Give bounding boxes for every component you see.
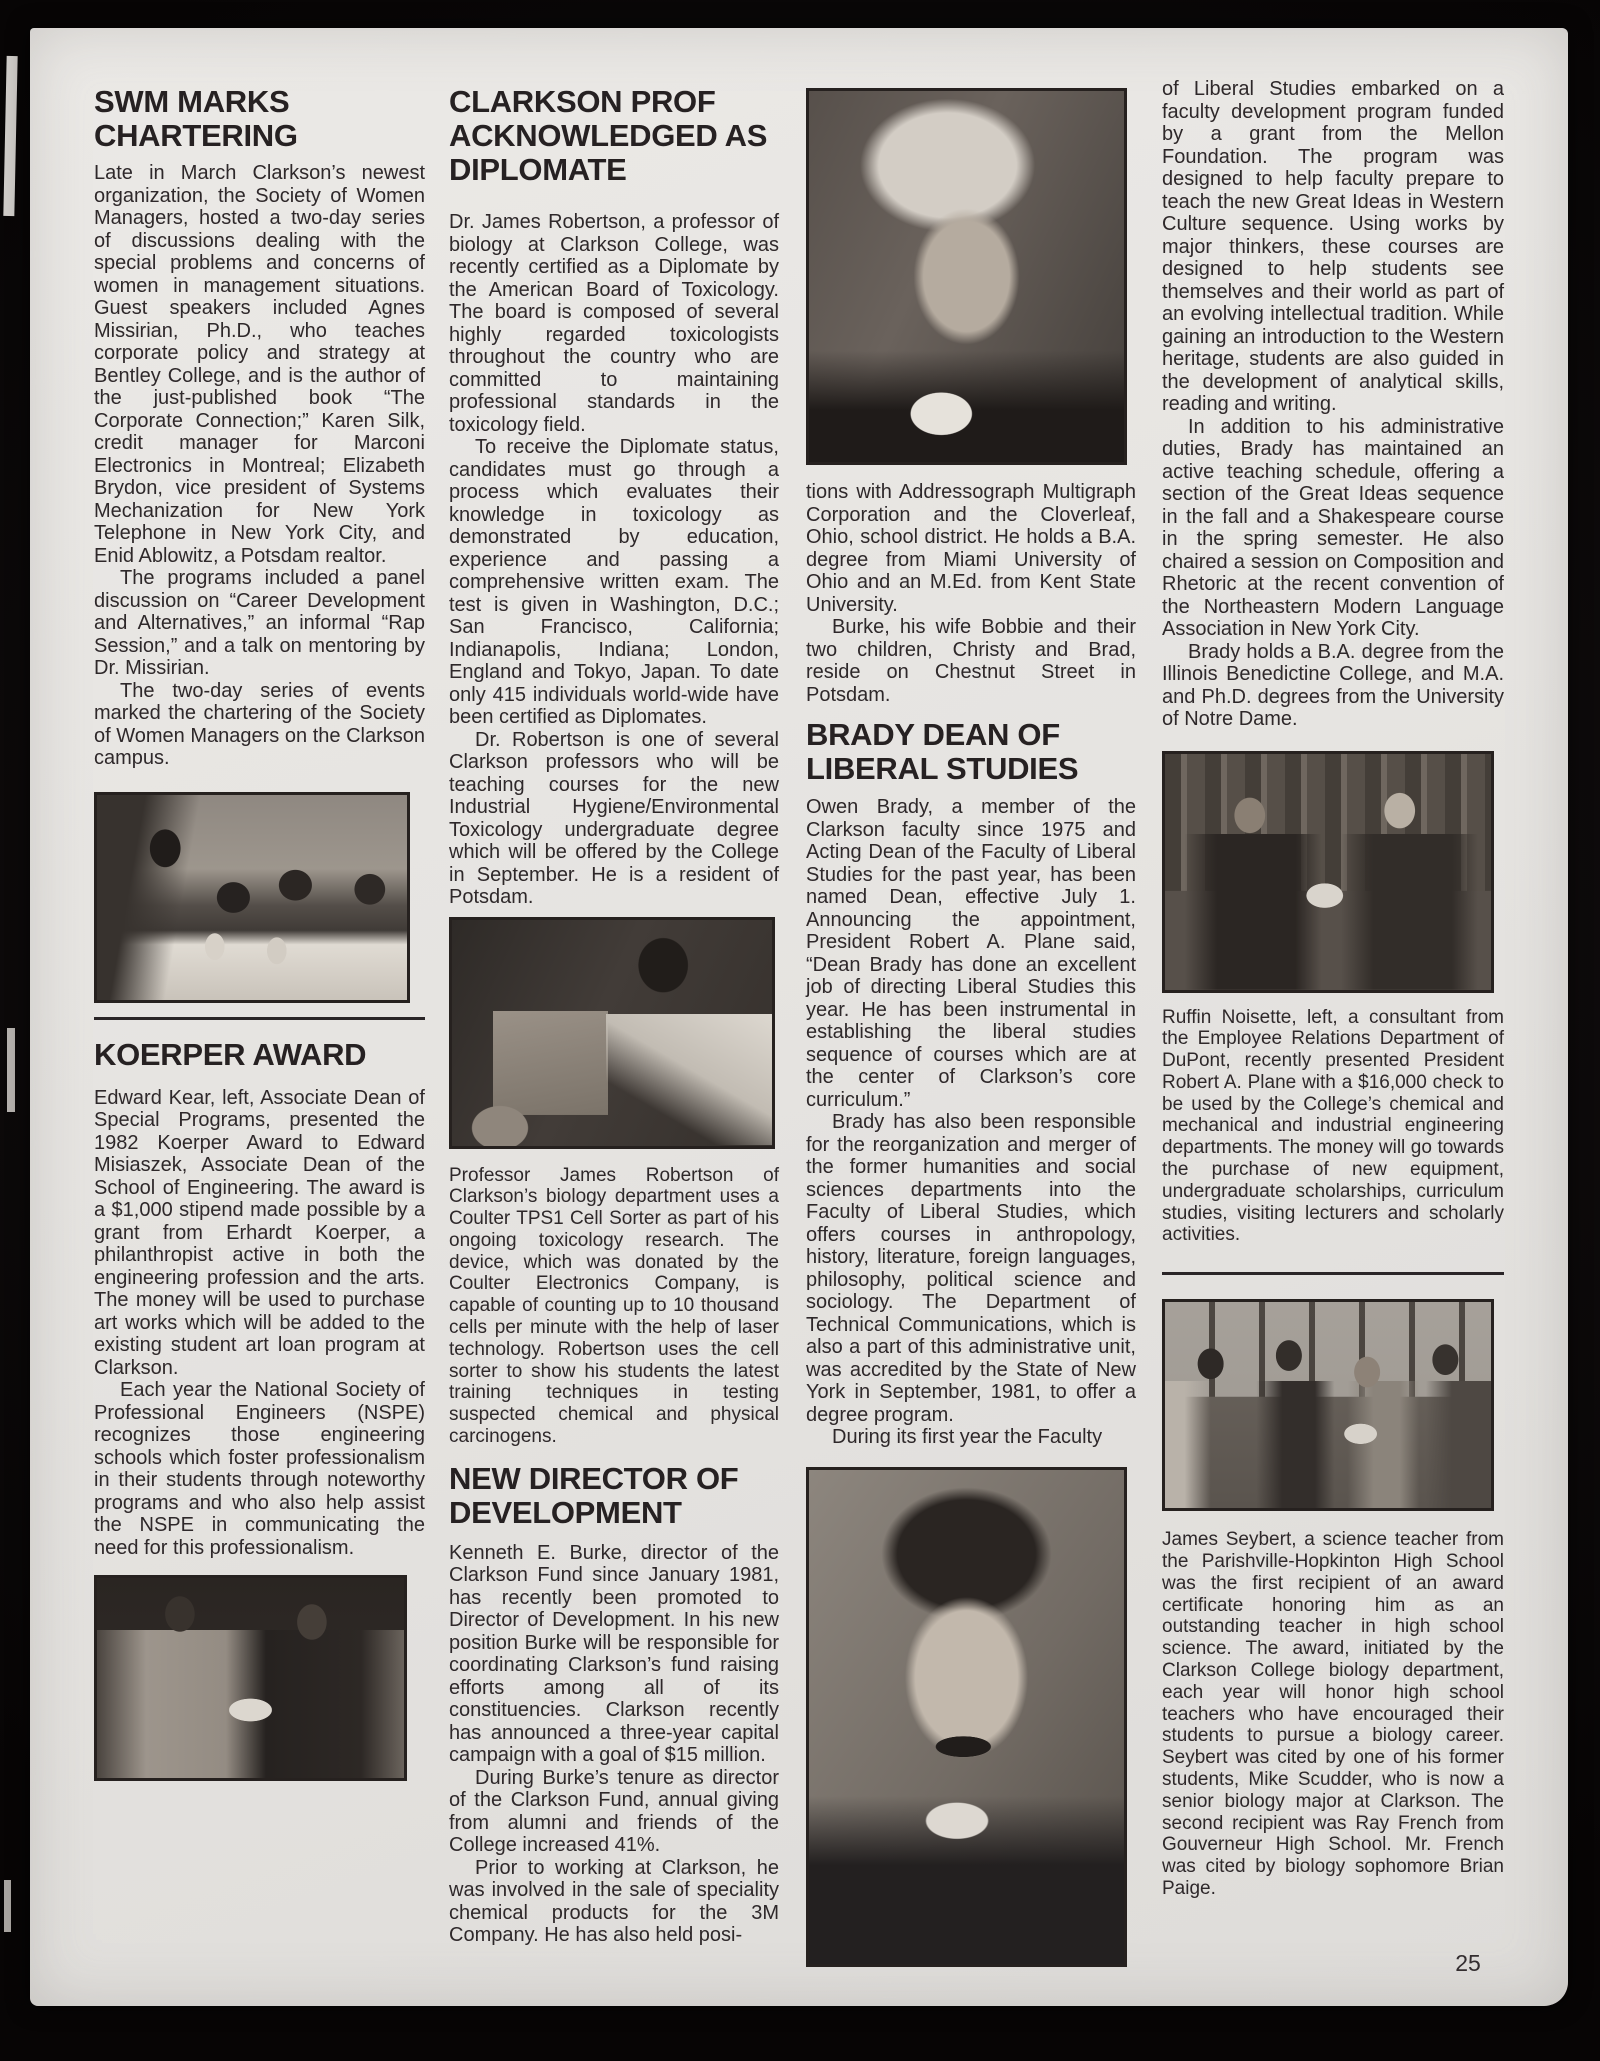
kenneth-burke-portrait-photo [806,88,1127,465]
column-4 [1162,78,1504,1900]
facing-page-edge [7,1028,15,1112]
cell-sorter-photo [449,917,775,1149]
noisette-photo-caption: Ruffin Noisette, left, a consultant from the Employee Relations Department of DuPont, recently presented President Robert A. Plane with a $16,000 check to be used by the College’s chemical and mechanical and industrial engineering departments. The money will go towards the purchase of new equipment, undergraduate scholarships, curriculum studies, visiting lecturers and scholarly activities. [1162,1006,1504,1246]
development-paragraph-3: Prior to working at Clarkson, he was involved in the sale of speciality chemical products for the 3M Company. He has also held posi- [449,1856,779,1947]
diplomate-paragraph-1: Dr. James Robertson, a professor of biology at Clarkson College, was recently certified as a Diplomate by the American Board of Toxicology. The board is composed of several highly regarded toxicologists throughout the country who are committed to maintaining professional standards in the toxicology field. [449,211,779,436]
brady-article-title: BRADY DEAN OF LIBERAL STUDIES [806,717,1079,786]
brady-paragraph-4: of Liberal Studies embarked on a faculty development program funded by a grant from the Mellon Foundation. The program was designed to help faculty prepare to teach the new Great Ideas in Western Culture sequence. Using works by major thinkers, these courses are designed to help students see themselves and their world as part of an evolving intellectual tradition. While gaining an introduction to the Western heritage, students are also guided in the development of analytical skills, reading and writing. [1162,78,1504,415]
facing-page-edge [3,56,17,216]
column-1 [94,85,425,1781]
development-paragraph-3-continued: tions with Addressograph Multigraph Corporation and the Cloverleaf, Ohio, school district. He holds a B.A. degree from Miami University of Ohio and an M.Ed. from Kent State University. [806,481,1136,616]
koerper-paragraph-1: Edward Kear, left, Associate Dean of Special Programs, presented the 1982 Koerper Award to Edward Misiaszek, Associate Dean of the School of Engineering. The award is a $1,000 stipend made possible by a grant from Erhardt Koerper, a philanthropist active in both the engineering profession and the arts. The money will be used to purchase art works which will be added to the existing student art loan program at Clarkson. [94,1086,425,1379]
facing-page-edge [4,1880,11,1932]
section-divider-rule [94,1017,425,1020]
development-paragraph-1: Kenneth E. Burke, director of the Clarkson Fund since January 1981, has recently been promoted to Director of Development. In his new position Burke will be responsible for coordinating Clarkson’s fund raising efforts among all of its constituencies. Clarkson recently has announced a three-year capital campaign with a goal of $15 million. [449,1541,779,1767]
column-3 [806,88,1136,1967]
swm-paragraph-2: The programs included a panel discussion on “Career Development and Alternatives,” an informal “Rap Session,” and a talk on mentoring by Dr. Missirian. [94,567,425,679]
diplomate-article-title: CLARKSON PROF ACKNOWLEDGED AS DIPLOMATE [449,84,768,187]
development-paragraph-2: During Burke’s tenure as director of the Clarkson Fund, annual giving from alumni and friends of the College increased 41%. [449,1766,779,1857]
development-article-title: NEW DIRECTOR OF DEVELOPMENT [449,1460,739,1530]
koerper-article-title: KOERPER AWARD [94,1036,367,1072]
swm-paragraph-1: Late in March Clarkson’s newest organization, the Society of Women Managers, hosted a two-day series of discussions dealing with the special problems and concerns of women in management situations. Guest speakers included Agnes Missirian, Ph.D., who teaches corporate policy and strategy at Bentley College, and is the author of the just-published book “The Corporate Connection;” Karen Silk, credit manager for Marconi Electronics in Montreal; Elizabeth Brydon, vice president of Systems Mechanization for New York Telephone in New York City, and Enid Ablowitz, a Potsdam realtor. [94,162,425,567]
brady-paragraph-5: In addition to his administrative duties, Brady has maintained an active teaching schedule, offering a section of the Great Ideas sequence in the fall and a Shakespeare course in the spring semester. He also chaired a session on Composition and Rhetoric at the recent convention of the Northeastern Modern Language Association in New York City. [1162,415,1504,640]
column-2 [449,85,779,1947]
seybert-award-ceremony-photo [1162,1299,1494,1511]
magazine-page [30,28,1568,2006]
swm-article-title: SWM MARKS CHARTERING [94,84,298,153]
brady-paragraph-3: During its first year the Faculty [832,1426,1103,1448]
swm-paragraph-3: The two-day series of events marked the chartering of the Society of Women Managers on the Clarkson campus. [94,679,425,769]
cell-sorter-photo-caption: Professor James Robertson of Clarkson’s biology department uses a Coulter TPS1 Cell Sorter as part of his ongoing toxicology research. The device, which was donated by the Coulter Electronics Company, is capable of counting up to 10 thousand cells per minute with the help of laser technology. Robertson uses the cell sorter to show his students the latest training techniques in testing suspected chemical and physical carcinogens. [449,1164,779,1448]
brady-paragraph-1: Owen Brady, a member of the Clarkson faculty since 1975 and Acting Dean of the Faculty of Liberal Studies for the past year, has been named Dean, effective July 1. Announcing the appointment, President Robert A. Plane said, “Dean Brady has done an excellent job of directing Liberal Studies this year. He has been instrumental in establishing the liberal studies sequence of courses which are at the center of Clarkson’s core curriculum.” [806,796,1136,1111]
section-divider-rule [1162,1272,1504,1275]
koerper-award-presentation-photo [94,1575,407,1781]
brady-paragraph-2: Brady has also been responsible for the reorganization and merger of the former humanities and social sciences departments into the Faculty of Liberal Studies, which offers courses in anthropology, history, literature, foreign languages, philosophy, political science and sociology. The Department of Technical Communications, which is also a part of this administrative unit, was accredited by the State of New York in September, 1981, to offer a degree program. [806,1111,1136,1426]
page-number: 25 [1455,1950,1481,1976]
brady-paragraph-6: Brady holds a B.A. degree from the Illinois Benedictine College, and M.A. and Ph.D. degrees from the University of Notre Dame. [1162,640,1504,730]
seybert-photo-caption: James Seybert, a science teacher from the Parishville-Hopkinton High School was the first recipient of an award certificate honoring him as an outstanding teacher in high school science. The award, initiated by the Clarkson College biology department, each year will honor high school teachers who have encouraged their students to pursue a biology career. Seybert was cited by one of his former students, Mike Scudder, who is now a senior biology major at Clarkson. The second recipient was Ray French from Gouverneur High School. Mr. French was cited by biology sophomore Brian Paige. [1162,1529,1504,1900]
koerper-paragraph-2: Each year the National Society of Professional Engineers (NSPE) recognizes those engineering schools which foster professionalism in their students through noteworthy programs and who also help assist the NSPE in communicating the need for this professionalism. [94,1379,425,1559]
owen-brady-portrait-photo [806,1467,1127,1967]
diplomate-paragraph-2: To receive the Diplomate status, candidates must go through a process which evaluates their knowledge in toxicology as demonstrated by education, experience and passing a comprehensive written exam. The test is given in Washington, D.C.; San Francisco, California; Indianapolis, Indiana; London, England and Tokyo, Japan. To date only 415 individuals world-wide have been certified as Diplomates. [449,436,779,728]
swm-panel-discussion-photo [94,792,410,1003]
noisette-plane-check-presentation-photo [1162,751,1494,993]
diplomate-paragraph-3: Dr. Robertson is one of several Clarkson professors who will be teaching courses for the new Industrial Hygiene/Environmental Toxicology undergraduate degree which will be offered by the College in September. He is a resident of Potsdam. [449,728,779,908]
development-paragraph-4: Burke, his wife Bobbie and their two children, Christy and Brad, reside on Chestnut Street in Potsdam. [806,616,1136,706]
